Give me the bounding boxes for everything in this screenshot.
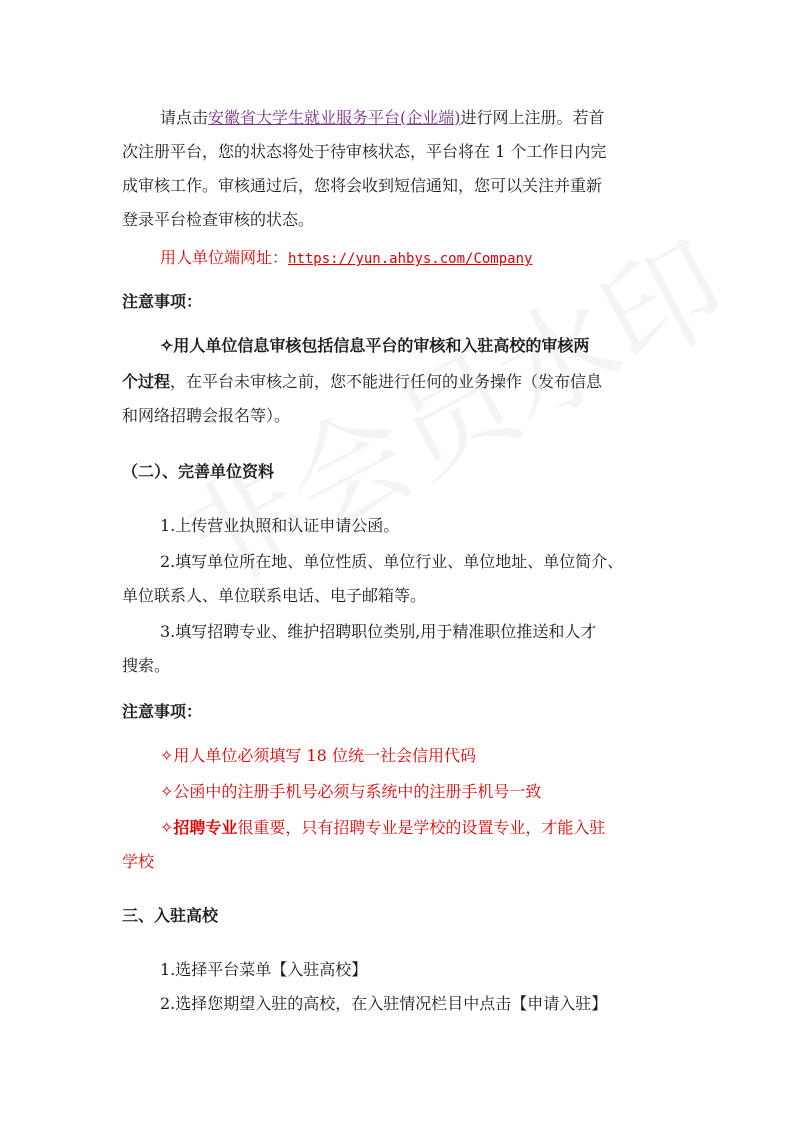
section2-title: （二）、完善单位资料 bbox=[122, 462, 275, 481]
section2-item-2: 2.填写单位所在地、单位性质、单位行业、单位地址、单位简介、 bbox=[160, 552, 624, 571]
intro-text: 请点击 bbox=[160, 108, 209, 127]
section2-item-1: 1.上传营业执照和认证申请公函。 bbox=[160, 516, 400, 535]
intro-line-1 bbox=[122, 108, 682, 128]
note2-diamond: ✧ bbox=[160, 818, 174, 837]
company-url-link[interactable]: https://yun.ahbys.com/Company bbox=[288, 251, 533, 267]
note2-item-3 bbox=[122, 818, 682, 838]
note1-bold: 个过程 bbox=[122, 372, 171, 391]
section2-item-3: 3.填写招聘专业、维护招聘职位类别,用于精准职位推送和人才 bbox=[160, 622, 597, 641]
intro-text: 进行网上注册。若首 bbox=[460, 108, 605, 127]
note2-title: 注意事项： bbox=[122, 702, 203, 721]
url-label: 用人单位端网址： bbox=[160, 248, 289, 267]
intro-line-2: 次注册平台，您的状态将处于待审核状态，平台将在 1 个工作日内完 bbox=[122, 142, 607, 161]
url-line bbox=[122, 248, 682, 269]
section3-item-1: 1.选择平台菜单【入驻高校】 bbox=[160, 960, 368, 979]
note2-bold: 招聘专业 bbox=[173, 818, 238, 837]
intro-line-4: 登录平台检查审核的状态。 bbox=[122, 210, 315, 229]
section2-item-3-cont: 搜索。 bbox=[122, 656, 171, 675]
section3-title: 三、入驻高校 bbox=[122, 906, 219, 925]
platform-link[interactable]: 安徽省大学生就业服务平台(企业端) bbox=[208, 108, 461, 127]
note2-item-2: ✧公函中的注册手机号必须与系统中的注册手机号一致 bbox=[160, 782, 542, 801]
note2-item-1: ✧用人单位必须填写 18 位统一社会信用代码 bbox=[160, 746, 476, 765]
note1-line-1: ✧用人单位信息审核包括信息平台的审核和入驻高校的审核两 bbox=[160, 336, 590, 355]
note2-item-3-cont: 学校 bbox=[122, 852, 155, 871]
section2-item-2-cont: 单位联系人、单位联系电话、电子邮箱等。 bbox=[122, 586, 427, 605]
note1-title: 注意事项： bbox=[122, 292, 203, 311]
note1-line-3: 和网络招聘会报名等）。 bbox=[122, 406, 291, 425]
section3-item-2: 2.选择您期望入驻的高校，在入驻情况栏目中点击【申请入驻】 bbox=[160, 994, 608, 1013]
note2-text: 很重要，只有招聘专业是学校的设置专业，才能入驻 bbox=[237, 818, 606, 837]
note1-text: ，在平台未审核之前，您不能进行任何的业务操作（发布信息 bbox=[170, 372, 603, 391]
note1-line-2 bbox=[122, 372, 682, 392]
intro-line-3: 成审核工作。审核通过后，您将会收到短信通知，您可以关注并重新 bbox=[122, 176, 603, 195]
